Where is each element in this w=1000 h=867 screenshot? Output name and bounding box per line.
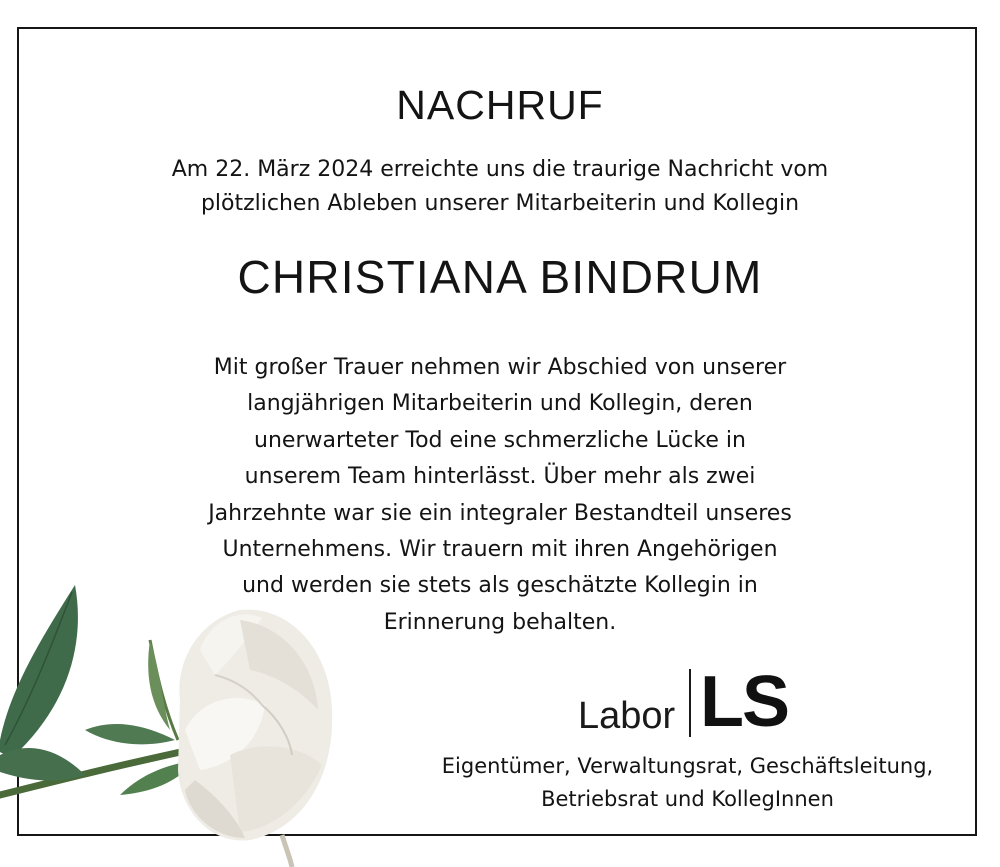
body-line: unserem Team hinterlässt. Über mehr als zwei bbox=[244, 464, 756, 490]
logo-divider bbox=[689, 669, 691, 737]
obituary-heading: NACHRUF bbox=[396, 82, 604, 128]
body-line: Erinnerung behalten. bbox=[383, 609, 617, 635]
company-logo bbox=[578, 662, 818, 742]
body-line: Mit großer Trauer nehmen wir Abschied von unserer bbox=[213, 355, 787, 380]
intro-text bbox=[0, 153, 1000, 221]
intro-line: plötzlichen Ableben unserer Mitarbeiterin und Kollegin bbox=[200, 191, 800, 216]
body-line: unerwarteter Tod eine schmerzliche Lücke in bbox=[254, 427, 746, 453]
logo-word: Labor bbox=[578, 695, 676, 737]
logo-mark: LS bbox=[700, 662, 789, 742]
body-line: und werden sie stets als geschätzte Kollegin in bbox=[242, 573, 758, 599]
body-line: Unternehmens. Wir trauern mit ihren Angehörigen bbox=[222, 537, 778, 563]
body-line: Jahrzehnte war sie ein integraler Bestandteil unseres bbox=[208, 500, 792, 526]
signature-line: Eigentümer, Verwaltungsrat, Geschäftsleitung, bbox=[441, 754, 934, 778]
body-line: langjährigen Mitarbeiterin und Kollegin, deren bbox=[247, 391, 753, 417]
intro-line: Am 22. März 2024 erreichte uns die traurige Nachricht vom bbox=[171, 157, 829, 182]
signature-block bbox=[410, 750, 965, 816]
white-rose-icon bbox=[0, 580, 340, 867]
deceased-name: CHRISTIANA BINDRUM bbox=[237, 251, 763, 303]
signature-line: Betriebsrat und KollegInnen bbox=[541, 787, 834, 811]
